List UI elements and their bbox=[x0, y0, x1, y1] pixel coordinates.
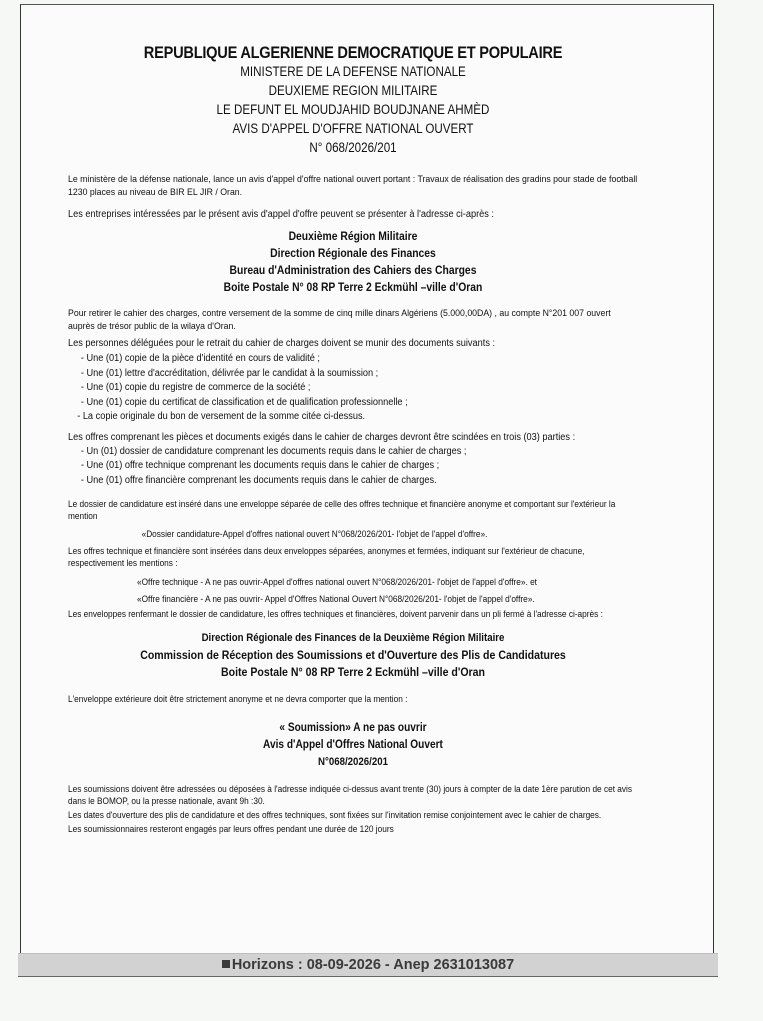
dossier-mention: «Dossier candidature-Appel d'offres national ouvert N°068/2026/201- l'objet de l'appel d'offre». bbox=[141, 529, 488, 539]
pli-paragraph: Les enveloppes renfermant le dossier de candidature, les offres techniques et financières, doivent parvenir dans un pli fermé à l'adresse ci-après : bbox=[68, 609, 603, 619]
address-block-1 bbox=[97, 229, 610, 297]
closing-deadline: Les soumissions doivent être adressées ou déposées à l'adresse indiquée ci-dessus avant trente (30) jours à compter de la date 1ère parution de cet avis dans le BOMOP, ou la presse nationale, avant 9h :30. bbox=[68, 784, 633, 806]
offers-item: - Une (01) offre financière comprenant les documents requis dans le cahier de charges. bbox=[80, 474, 437, 486]
address1-direction: Direction Régionale des Finances bbox=[270, 248, 436, 260]
footer-publication bbox=[222, 957, 514, 973]
docs-item: - Une (01) copie du registre de commerce de la société ; bbox=[80, 382, 311, 393]
offers-item: - Un (01) dossier de candidature comprenant les documents requis dans le cahier de charges ; bbox=[80, 445, 467, 457]
contact-intro: Les entreprises intéressées par le présent avis d'appel d'offre peuvent se présenter à l'adresse ci-après : bbox=[68, 209, 494, 220]
footer-bar bbox=[18, 953, 718, 977]
withdraw-block bbox=[68, 307, 638, 488]
docs-item: - La copie originale du bon de versement de la somme citée ci-dessus. bbox=[77, 411, 366, 422]
docs-item: - Une (01) lettre d'accréditation, délivrée par le candidat à la soumission ; bbox=[80, 367, 379, 379]
notice-content bbox=[68, 43, 638, 835]
footer-label: Horizons : 08-09-2026 - Anep 2631013087 bbox=[231, 957, 515, 973]
address1-bureau: Bureau d'Administration des Cahiers des Charges bbox=[229, 265, 477, 277]
bottom-divider bbox=[18, 976, 718, 977]
header-avis: AVIS D'APPEL D'OFFRE NATIONAL OUVERT bbox=[232, 121, 474, 136]
dossier-block bbox=[68, 498, 638, 620]
header-ministry: MINISTERE DE LA DEFENSE NATIONALE bbox=[240, 64, 466, 79]
address1-region: Deuxième Région Militaire bbox=[288, 231, 418, 243]
docs-item: - Une (01) copie du certificat de classification et de qualification professionnelle ; bbox=[80, 396, 408, 408]
mention-avis: Avis d'Appel d'Offres National Ouvert bbox=[263, 739, 443, 751]
intro-block bbox=[68, 173, 638, 221]
docs-item: - Une (01) copie de la pièce d'identité en cours de validité ; bbox=[80, 353, 320, 364]
header-number: N° 068/2026/201 bbox=[309, 140, 397, 155]
square-bullet-icon bbox=[222, 960, 230, 968]
header-defunt: LE DEFUNT EL MOUDJAHID BOUDJNANE AHMÈD bbox=[216, 102, 490, 117]
dossier-paragraph: Le dossier de candidature est inséré dans une enveloppe séparée de celle des offres technique et financière anonyme et comportant sur l'extérieur la mention bbox=[68, 499, 616, 521]
closing-opening: Les dates d'ouverture des plis de candidature et des offres techniques, sont fixées sur l'invitation remise conjointement avec le cahier de charges. bbox=[68, 810, 602, 820]
mention-financial: «Offre financière - A ne pas ouvrir- Appel d'Offres National Ouvert N°068/2026/201- l'objet de l'appel d'offre». bbox=[137, 594, 535, 604]
closing-validity: Les soumissionnaires resteront engagés par leurs offres pendant une durée de 120 jours bbox=[68, 824, 394, 834]
address2-postal: Boite Postale N° 08 RP Terre 2 Eckmühl –ville d'Oran bbox=[221, 665, 485, 679]
offers-item: - Une (01) offre technique comprenant les documents requis dans le cahier de charges ; bbox=[80, 460, 440, 471]
header-republic: REPUBLIQUE ALGERIENNE DEMOCRATIQUE ET POPULAIRE bbox=[143, 43, 563, 62]
header-region: DEUXIEME REGION MILITAIRE bbox=[268, 83, 438, 98]
closing-block bbox=[68, 783, 638, 835]
intro-paragraph: Le ministère de la défense nationale, lance un avis d'appel d'offre national ouvert portant : Travaux de réalisation des gradins pour stade de football 1230 places au niveau de BIR EL JIR / Oran. bbox=[68, 174, 638, 198]
offers-intro: Les offres comprenant les pièces et documents exigés dans le cahier de charges devront être scindées en trois (03) parties : bbox=[68, 431, 576, 443]
address-block-2 bbox=[102, 630, 604, 681]
envelopes-paragraph: Les offres technique et financière sont insérées dans deux enveloppes séparées, anonymes et fermées, indiquant sur l'extérieur de chacune, respectivement les mentions : bbox=[68, 546, 585, 568]
mention-soumission: « Soumission» A ne pas ouvrir bbox=[279, 722, 427, 734]
outer-block bbox=[68, 693, 638, 706]
docs-intro: Les personnes déléguées pour le retrait du cahier de charges doivent se munir des documents suivants : bbox=[68, 338, 496, 349]
final-mention-block bbox=[102, 720, 604, 771]
mention-number: N°068/2026/201 bbox=[317, 756, 389, 768]
address1-postal: Boite Postale N° 08 RP Terre 2 Eckmühl –ville d'Oran bbox=[223, 282, 483, 294]
address2-commission: Commission de Réception des Soumissions et d'Ouverture des Plis de Candidatures bbox=[140, 648, 566, 662]
offers-list bbox=[81, 445, 639, 489]
notice-header bbox=[69, 43, 637, 157]
docs-list bbox=[77, 352, 639, 425]
outer-paragraph: L'enveloppe extérieure doit être strictement anonyme et ne devra comporter que la mention : bbox=[68, 694, 408, 704]
mention-technical: «Offre technique - A ne pas ouvrir-Appel d'offres national ouvert N°068/2026/201- l'objet de l'appel d'offre». et bbox=[137, 577, 537, 587]
withdraw-paragraph: Pour retirer le cahier des charges, contre versement de la somme de cinq mille dinars Algériens (5.000,00DA) , au compte N°201 007 ouvert auprès de trésor public de la wilaya d'Oran. bbox=[68, 308, 611, 332]
address2-direction: Direction Régionale des Finances de la Deuxième Région Militaire bbox=[201, 632, 505, 644]
